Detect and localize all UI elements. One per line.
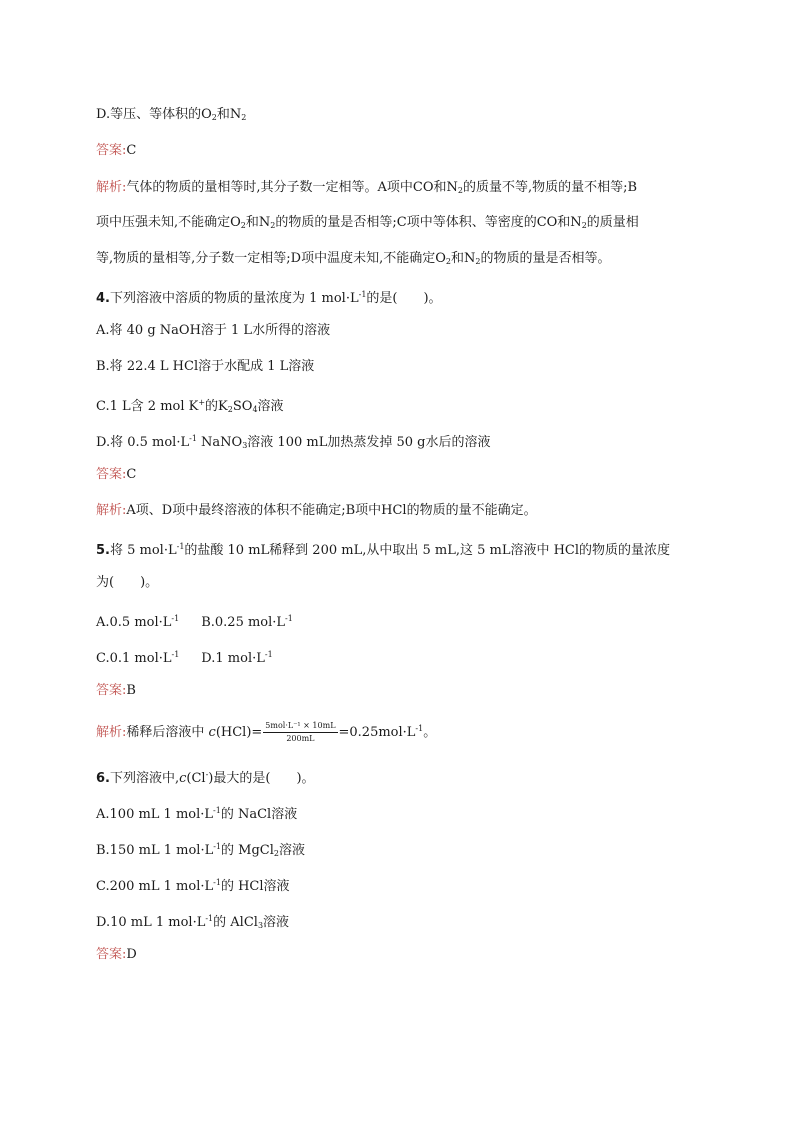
q6-stem: 6.下列溶液中,c(Cl-)最大的是( )。	[96, 770, 315, 786]
question-number: 6.	[96, 771, 110, 786]
q6-option-d: D.10 mL 1 $mol\cdot L^{-1}$的 AlCl$_3$溶液	[96, 914, 290, 930]
q5-stem-line-1: 5.将 5 $mol\cdot L^{-1}$的盐酸 10 mL稀释到 200 mL,从中取出 5 mL,这 5 mL溶液中 HCl的物质的量浓度	[96, 542, 671, 558]
explanation-label: 解析:	[96, 180, 127, 195]
q4-stem: 4.下列溶液中溶质的物质的量浓度为 1 $mol\cdot L^{-1}$的是( )。	[96, 290, 442, 306]
q5-option-b: B.0.25 $mol\cdot L^{-1}$	[201, 614, 293, 630]
question-number: 4.	[96, 291, 110, 306]
fraction-numerator: 5mol·L⁻¹ × 10mL	[263, 721, 337, 733]
q3-explanation-line-1: 解析:气体的物质的量相等时,其分子数一定相等。A项中CO和$N_2$的质量不等,物质的量不相等;B	[96, 180, 638, 195]
q3-option-d: D.等压、等体积的$O_2$和$N_2$	[96, 107, 247, 122]
answer-label: 答案:	[96, 467, 127, 482]
q4-option-c: C.1 L含 2 mol K+的$K_2SO_4$溶液	[96, 398, 284, 414]
q5-option-c: C.0.1 $mol\cdot L^{-1}$	[96, 650, 180, 666]
q4-explanation: 解析:A项、D项中最终溶液的体积不能确定;B项中HCl的物质的量不能确定。	[96, 503, 537, 518]
answer-value: D	[126, 947, 137, 962]
answer-value: C	[126, 143, 137, 158]
q5-option-d: D.1 $mol\cdot L^{-1}$	[201, 650, 273, 666]
answer-label: 答案:	[96, 947, 127, 962]
q6-option-b: B.150 mL 1 $mol\cdot L^{-1}$的 MgCl$_2$溶液	[96, 842, 305, 858]
q6-answer	[96, 946, 137, 964]
q5-options-row-1	[96, 610, 293, 632]
q6-option-c: C.200 mL 1 $mol\cdot L^{-1}$的 HCl溶液	[96, 878, 290, 894]
explanation-label: 解析:	[96, 725, 127, 740]
q4-option-b: B.将 22.4 L HCl溶于水配成 1 L溶液	[96, 359, 315, 374]
q5-stem-line-2: 为( )。	[96, 575, 159, 590]
q4-option-d: D.将 0.5 $mol\cdot L^{-1}$ NaNO$_3$溶液 100 mL加热蒸发掉 50 g水后的溶液	[96, 434, 491, 450]
q5-explanation: 解析:稀释后溶液中 c(HCl)= $\frac{\text{5mol·L⁻¹ × 10mL}}{200mL}$ $=0.25mol\cdot L^{-1}$。	[96, 721, 437, 743]
question-number: 5.	[96, 543, 110, 558]
fraction-denominator: 200mL	[286, 734, 315, 743]
answer-value: C	[126, 467, 137, 482]
q3-explanation-line-2: 项中压强未知,不能确定$O_2$和$N_2$的物质的量是否相等;C项中等体积、等密度的CO和$N_2$的质量相	[96, 215, 639, 230]
q3-explanation-line-3: 等,物质的量相等,分子数一定相等;D项中温度未知,不能确定$O_2$和$N_2$的物质的量是否相等。	[96, 251, 611, 266]
q5-options-row-2	[96, 646, 273, 668]
answer-label: 答案:	[96, 143, 127, 158]
q5-option-a: A.0.5 $mol\cdot L^{-1}$	[96, 614, 180, 630]
answer-label: 答案:	[96, 683, 127, 698]
q3-answer	[96, 142, 136, 160]
answer-value: B	[126, 683, 136, 698]
fraction	[263, 721, 337, 744]
explanation-label: 解析:	[96, 503, 127, 518]
q5-answer	[96, 682, 136, 700]
q4-answer	[96, 466, 136, 484]
q6-option-a: A.100 mL 1 $mol\cdot L^{-1}$的 NaCl溶液	[96, 806, 298, 822]
q4-option-a: A.将 40 g NaOH溶于 1 L水所得的溶液	[96, 323, 331, 338]
